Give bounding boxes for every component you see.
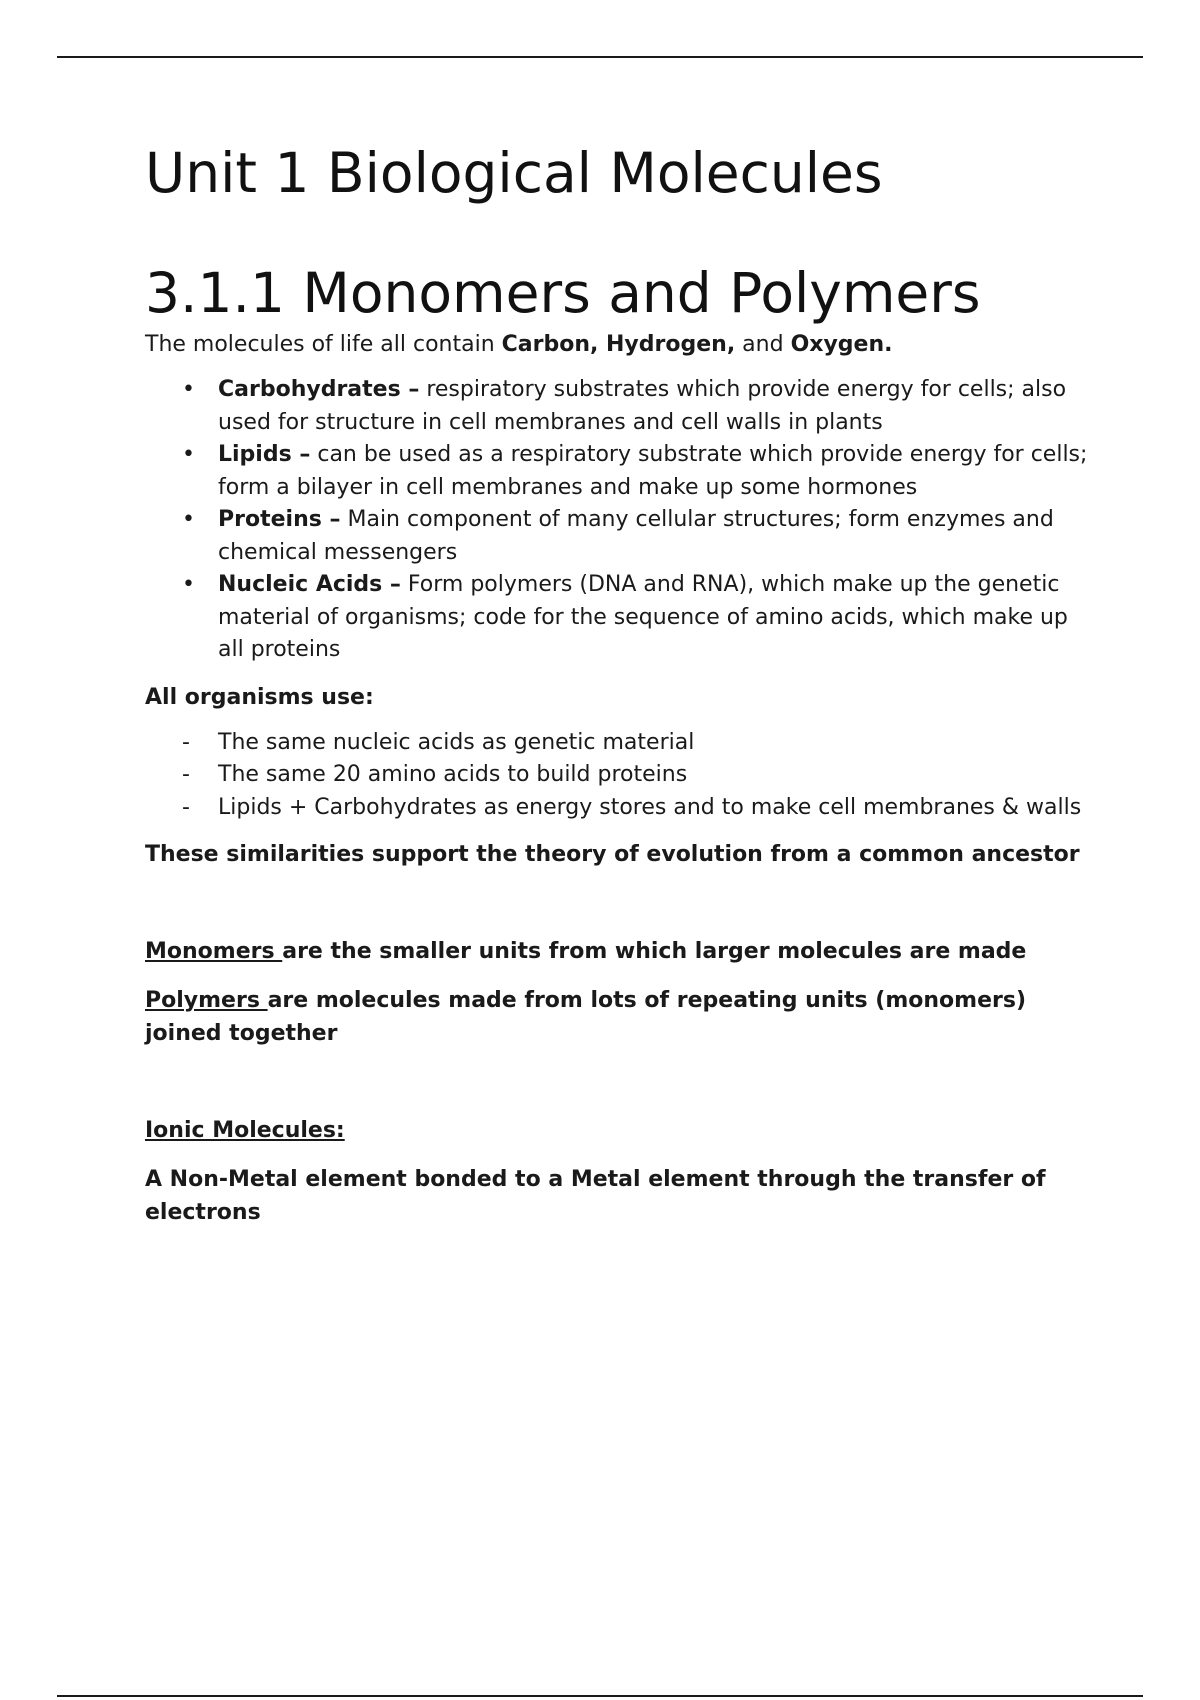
dash-icon: -: [182, 794, 190, 820]
description: Main component of many cellular structures; form enzymes and chemical messengers: [218, 507, 1054, 565]
similarities-statement: These similarities support the theory of evolution from a common ancestor: [145, 842, 1080, 867]
list-item-nucleic-acids: [145, 569, 1090, 667]
document-body: [145, 140, 1090, 1229]
bullet-icon: •: [182, 442, 195, 467]
footer-rule: [57, 1695, 1143, 1697]
list-item-text: The same nucleic acids as genetic material: [218, 729, 695, 755]
intro-elements-bold: Carbon, Hydrogen,: [501, 332, 736, 357]
description: Form polymers (DNA and RNA), which make up the genetic material of organisms; code for the sequence of amino acids, which make up all proteins: [218, 572, 1068, 662]
monomers-definition: [145, 935, 1090, 968]
monomers-definition-text: are the smaller units from which larger molecules are made: [282, 939, 1027, 964]
list-item-text: Lipids + Carbohydrates as energy stores and to make cell membranes & walls: [218, 794, 1082, 820]
term: Proteins –: [218, 507, 341, 532]
term: Nucleic Acids –: [218, 572, 401, 597]
header-rule: [57, 56, 1143, 58]
bullet-icon: •: [182, 377, 195, 402]
list-item: [145, 792, 1090, 825]
all-organisms-heading: All organisms use:: [145, 684, 374, 710]
intro-paragraph: [145, 328, 1090, 361]
intro-prefix: The molecules of life all contain: [145, 332, 502, 357]
polymers-definition: [145, 984, 1090, 1050]
list-item: [145, 759, 1090, 792]
polymers-definition-text: are molecules made from lots of repeating units (monomers) joined together: [145, 988, 1027, 1046]
ionic-heading: Ionic Molecules:: [145, 1118, 345, 1143]
description: can be used as a respiratory substrate which provide energy for cells; form a bilayer in cell membranes and make up some hormones: [218, 442, 1088, 500]
molecule-list: [145, 374, 1090, 667]
dash-icon: -: [182, 729, 190, 755]
description: respiratory substrates which provide energy for cells; also used for structure in cell membranes and cell walls in plants: [218, 377, 1067, 435]
unit-title: Unit 1 Biological Molecules: [145, 141, 883, 205]
bullet-icon: •: [182, 572, 195, 597]
list-item: [145, 727, 1090, 760]
intro-oxygen-bold: Oxygen.: [790, 332, 893, 357]
monomers-term: Monomers: [145, 939, 283, 964]
section-title: 3.1.1 Monomers and Polymers: [145, 261, 981, 325]
bullet-icon: •: [182, 507, 195, 532]
term: Carbohydrates –: [218, 377, 420, 402]
term: Lipids –: [218, 442, 311, 467]
list-item-lipids: [145, 439, 1090, 504]
list-item-carbohydrates: [145, 374, 1090, 439]
polymers-term: Polymers: [145, 988, 268, 1013]
all-organisms-list: [145, 727, 1090, 825]
ionic-definition: A Non-Metal element bonded to a Metal element through the transfer of electrons: [145, 1167, 1046, 1225]
dash-icon: -: [182, 762, 190, 787]
intro-and: and: [735, 332, 791, 357]
list-item-text: The same 20 amino acids to build proteins: [218, 762, 688, 787]
list-item-proteins: [145, 504, 1090, 569]
